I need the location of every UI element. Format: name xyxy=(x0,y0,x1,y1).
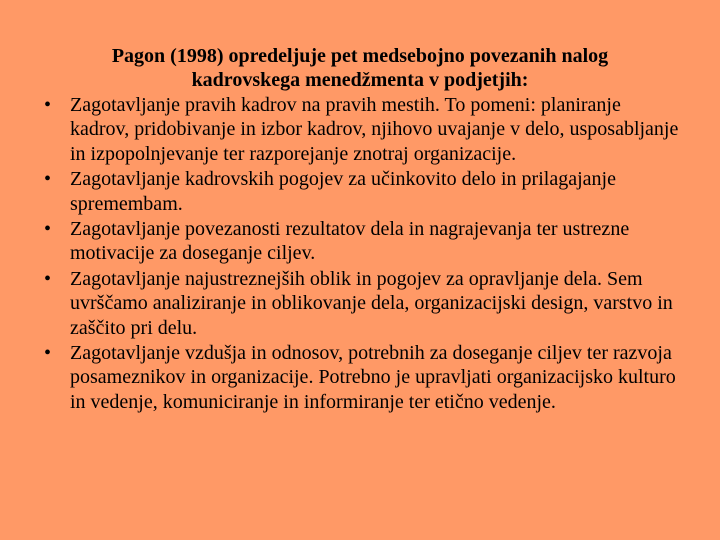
slide-heading: Pagon (1998) opredeljuje pet medsebojno povezanih nalog kadrovskega menedžmenta v podjetjih: xyxy=(111,45,609,91)
bullet-text: Zagotavljanje najustreznejših oblik in pogojev za opravljanje dela. Sem uvrščamo analiziranje in oblikovanje dela, organizacijski design, varstvo in zaščito pri delu. xyxy=(70,267,673,339)
bullet-marker: • xyxy=(44,218,52,241)
bullet-text: Zagotavljanje vzdušja in odnosov, potrebnih za doseganje ciljev ter razvoja posameznikov in organizacije. Potrebno je upravljati organizacijsko kulturo in vedenje, komuniciranje in informiranje ter etično vedenje. xyxy=(70,342,676,413)
bullet-marker: • xyxy=(44,168,52,191)
bullet-text: Zagotavljanje povezanosti rezultatov dela in nagrajevanja ter ustrezne motivacije za doseganje ciljev. xyxy=(70,218,630,265)
bullet-item-4 xyxy=(0,267,720,340)
bullet-marker: • xyxy=(44,94,52,116)
bullet-text: Zagotavljanje pravih kadrov na pravih mestih. To pomeni: planiranje kadrov, pridobivanje in izbor kadrov, njihovo uvajanje v delo, usposabljanje in izpopolnjevanje ter razporejanje znotraj organizacije. xyxy=(70,94,679,165)
bullet-list xyxy=(0,93,720,415)
bullet-item-3 xyxy=(0,217,720,266)
bullet-marker: • xyxy=(44,342,52,365)
bullet-text: Zagotavljanje kadrovskih pogojev za učinkovito delo in prilagajanje spremembam. xyxy=(70,168,616,215)
bullet-marker: • xyxy=(44,267,52,290)
bullet-item-1 xyxy=(0,93,720,166)
bullet-item-5 xyxy=(0,341,720,414)
bullet-item-2 xyxy=(0,167,720,216)
